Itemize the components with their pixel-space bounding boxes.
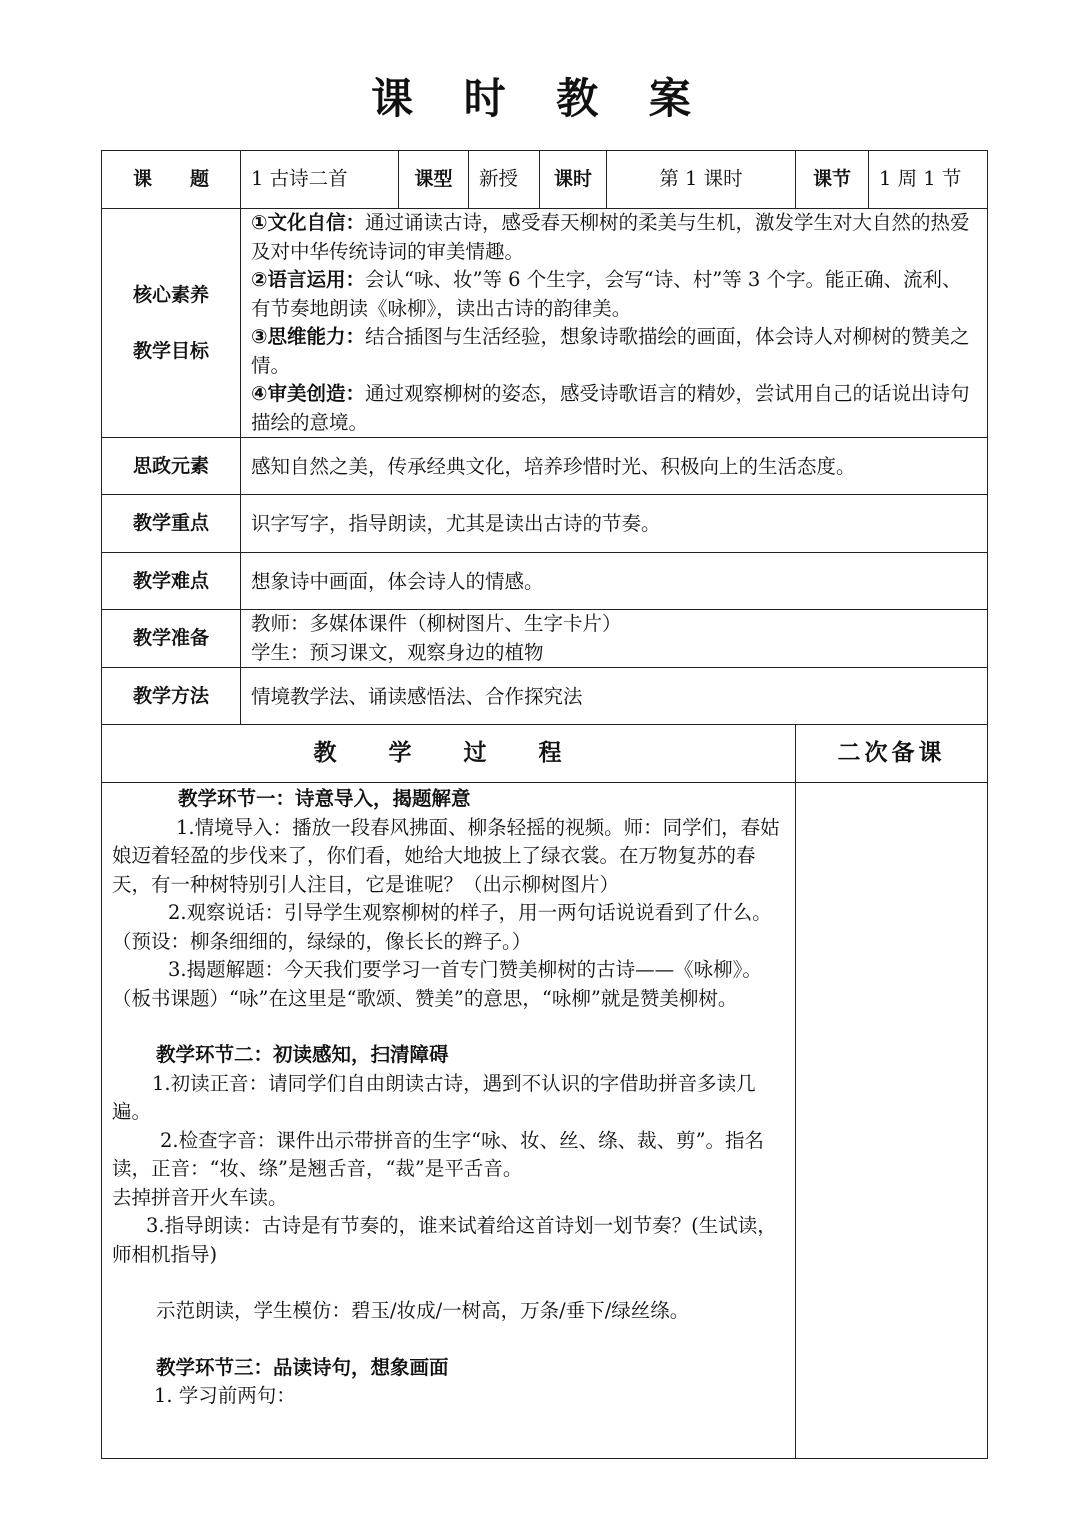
topic-value: 1 古诗二首 xyxy=(241,151,399,209)
process-header-row xyxy=(102,725,988,783)
goal-item: ②语言运用：会认“咏、妆”等 6 个生字，会写“诗、村”等 3 个字。能正确、流利、有节奏地朗读《咏柳》，读出古诗的韵律美。 xyxy=(251,268,962,320)
preparation-label: 教学准备 xyxy=(102,610,241,668)
paragraph: 1.初读正音：请同学们自由朗读古诗，遇到不认识的字借助拼音多读几遍。 xyxy=(112,1071,756,1123)
topic-label: 课 题 xyxy=(102,151,241,209)
goals-content xyxy=(241,209,988,438)
section-value: 1 周 1 节 xyxy=(869,151,988,209)
ideology-value: 感知自然之美，传承经典文化，培养珍惜时光、积极向上的生活态度。 xyxy=(241,438,988,495)
section-three-title: 教学环节三：品读诗句，想象画面 xyxy=(156,1355,449,1379)
paragraph: 去掉拼音开火车读。 xyxy=(112,1185,288,1209)
period-value: 第 1 课时 xyxy=(607,151,796,209)
key-points-label: 教学重点 xyxy=(102,495,241,553)
method-label: 教学方法 xyxy=(102,668,241,725)
goals-label-line2: 教学目标 xyxy=(132,340,209,362)
goal-item: ①文化自信：通过诵读古诗，感受春天柳树的柔美与生机，激发学生对大自然的热爱及对中华传统诗词的审美情趣。 xyxy=(251,211,970,263)
ideology-label: 思政元素 xyxy=(102,438,241,495)
goal-item: ③思维能力：结合插图与生活经验，想象诗歌描绘的画面，体会诗人对柳树的赞美之情。 xyxy=(251,325,970,377)
ideology-row xyxy=(102,438,988,495)
section-two-title: 教学环节二：初读感知，扫清障碍 xyxy=(156,1043,449,1066)
period-label: 课时 xyxy=(540,151,607,209)
goals-label xyxy=(102,209,241,438)
paragraph: 3.指导朗读：古诗是有节奏的，谁来试着给这首诗划一划节奏？(生试读，师相机指导) xyxy=(112,1214,777,1266)
paragraph: 1. 学习前两句： xyxy=(154,1384,296,1407)
preparation-row xyxy=(102,610,988,668)
type-label: 课型 xyxy=(399,151,469,209)
goals-row xyxy=(102,209,988,438)
second-prep-title: 二次备课 xyxy=(796,725,988,783)
process-content xyxy=(102,783,796,1459)
goals-label-line1: 核心素养 xyxy=(132,283,209,306)
paragraph: 1.情境导入：播放一段春风拂面、柳条轻摇的视频。师：同学们，春姑娘迈着轻盈的步伐来了，你们看，她给大地披上了绿衣裳。在万物复苏的春天，有一种树特别引人注目，它是谁呢？（出示柳树图片） xyxy=(112,815,780,896)
section-one-title: 教学环节一：诗意导入，揭题解意 xyxy=(178,787,471,810)
header-row xyxy=(102,151,988,209)
paragraph: 2.观察说话：引导学生观察柳树的样子，用一两句话说说看到了什么。（预设：柳条细细的，绿绿的，像长长的辫子。） xyxy=(112,901,772,953)
paragraph: 2.检查字音：课件出示带拼音的生字“咏、妆、丝、绦、裁、剪”。指名读，正音：“妆、绦”是翘舌音，“裁”是平舌音。 xyxy=(112,1128,765,1180)
second-prep-content xyxy=(796,783,988,1459)
process-title: 教 学 过 程 xyxy=(102,725,796,783)
prep-teacher: 教师：多媒体课件（柳树图片、生字卡片） xyxy=(251,612,622,635)
method-value: 情境教学法、诵读感悟法、合作探究法 xyxy=(241,668,988,725)
paragraph: 示范朗读，学生模仿：碧玉/妆成/一树高，万条/垂下/绿丝绦。 xyxy=(156,1299,690,1322)
method-row xyxy=(102,668,988,725)
difficulty-label: 教学难点 xyxy=(102,553,241,610)
difficulty-row xyxy=(102,553,988,610)
difficulty-value: 想象诗中画面，体会诗人的情感。 xyxy=(241,553,988,610)
section-label: 课节 xyxy=(796,151,869,209)
prep-student: 学生：预习课文，观察身边的植物 xyxy=(251,640,544,664)
paragraph: 3.揭题解题：今天我们要学习一首专门赞美柳树的古诗——《咏柳》。（板书课题）“咏”在这里是“歌颂、赞美”的意思，“咏柳”就是赞美柳树。 xyxy=(112,958,762,1010)
process-body-row xyxy=(102,783,988,1459)
page-title: 课 时 教 案 xyxy=(371,74,709,123)
key-points-row xyxy=(102,495,988,553)
type-value: 新授 xyxy=(469,151,540,209)
goal-item: ④审美创造：通过观察柳树的姿态，感受诗歌语言的精妙，尝试用自己的话说出诗句描绘的意境。 xyxy=(251,382,970,434)
preparation-value xyxy=(241,610,988,668)
key-points-value: 识字写字，指导朗读，尤其是读出古诗的节奏。 xyxy=(241,495,988,553)
lesson-plan-table xyxy=(101,150,988,1459)
